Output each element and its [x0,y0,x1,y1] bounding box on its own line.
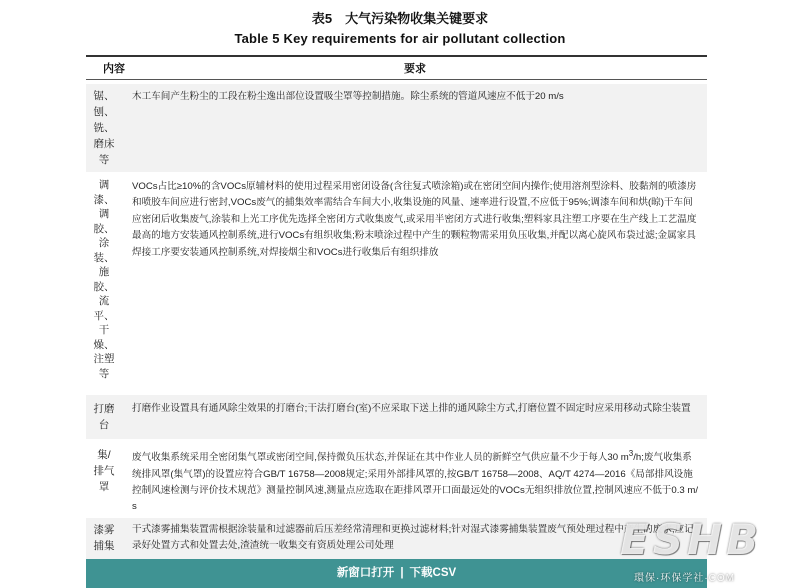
open-new-window-link[interactable]: 新窗口打开 [336,567,395,579]
column-header-requirements: 要求 [404,63,426,75]
requirement-text: 废气收集系统采用全密闭集气罩或密闭空间,保持微负压状态,并保证在其中作业人员的新鲜空气供应量不少于每人30 m [132,452,629,464]
site-watermark [620,515,790,585]
category-line: 等 [98,367,110,380]
requirement-text: /h;废气收集系统排风罩(集气罩)的设置应符合GB/T 16758—2008规定;采用外部排风罩的,按GB/T 16758—2008、AQ/T 4274—2016《局部排风设施控制风速检测与评价技术规范》测量控制风速,测量点应选取在距排风罩开口面最远处的VOCs无组织排放位置,控制风速应不低于0.3 m/s [132,452,699,513]
row-category [86,522,122,554]
superscript-three: 3 [628,449,634,458]
table-title-chinese: 表5 大气污染物收集关键要求 [311,11,489,26]
category-line: 排气 [93,465,115,477]
category-line: 锯、 [93,90,115,102]
category-line: 磨床 [93,138,115,150]
category-line: 装、 [93,251,115,264]
category-line: 罩 [98,481,110,493]
table-action-bar [86,559,707,588]
category-line: 调 [98,208,110,220]
category-line: 捕集 [93,540,115,552]
category-line: 打磨 [93,403,115,415]
download-csv-link[interactable]: 下载CSV [409,567,457,579]
category-line: 等 [98,154,110,166]
table-row [86,518,707,559]
category-line: 漆、 [93,193,115,206]
category-line: 施 [98,266,110,278]
category-line: 流 [98,295,110,307]
row-category [86,401,122,433]
category-line: 台 [98,419,110,431]
category-line: 注塑 [93,353,115,365]
row-category [86,178,122,381]
watermark-site-text: 環保·环保学社·COM [634,573,735,584]
table-row [86,395,707,439]
category-line: 干 [98,324,110,336]
category-line: 涂 [98,237,110,249]
table-top-rule [86,55,707,57]
row-requirement: 干式漆雾捕集装置需根据涂装量和过滤器前后压差经常清理和更换过滤材料;针对湿式漆雾捕集装置废气预处理过程中产生的废水,应记录好处置方式和处置去处,渣渣统一收集交有资质处理公司处理 [132,524,694,552]
category-line: 胶、 [93,280,115,293]
table-row [86,176,707,392]
watermark-logo-text: ESHB [620,515,763,564]
row-category [86,88,122,168]
table-title-english: Table 5 Key requirements for air pollutant collection [234,31,566,46]
category-line: 铣、 [93,122,115,134]
category-line: 调 [98,179,110,191]
category-line: 平、 [93,309,115,322]
row-category [86,447,122,495]
category-line: 漆雾 [93,524,115,536]
column-header-content: 内容 [103,63,125,75]
table-action-links [86,559,707,588]
category-line: 集/ [97,449,111,461]
row-requirement: VOCs占比≥10%的含VOCs原辅材料的使用过程采用密闭设备(含往复式喷涂箱)或在密闭空间内操作;使用溶剂型涂料、胶黏剂的喷漆房和喷胶车间应进行密封,VOCs废气的捕集效率需结合车间大小,收集设施的风量、速率进行设置,不应低于95%;调漆车间和烘(晾)干车间应密闭后收集废气,涂装和上光工序优先选择全密闭方式收集废气,或采用半密闭方式进行收集;塑料家具注塑工序要在生产线上工艺温度最高的地方安装通风控制系统,进行VOCs有组织收集;粉末喷涂过程中产生的颗粒物需采用负压收集,并配以离心旋风布袋过滤;金属家具焊接工序要安装通风控制系统,对焊接烟尘和VOCs进行收集后有组织排放 [132,181,697,258]
category-line: 燥、 [93,338,115,351]
category-line: 胶、 [93,222,115,235]
table-row [86,442,707,516]
header-bottom-rule [86,79,707,80]
row-requirement: 打磨作业设置具有通风除尘效果的打磨台;干法打磨台(室)不应采取下送上排的通风除尘方式,打磨位置不固定时应采用移动式除尘装置 [132,403,691,414]
row-requirement: 木工车间产生粉尘的工段在粉尘逸出部位设置吸尘罩等控制措施。除尘系统的管道风速应不低于20 m/s [132,91,564,102]
row-requirement [132,446,700,516]
category-line: 刨、 [93,106,115,118]
table-row [86,84,707,172]
link-separator: | [400,567,404,579]
